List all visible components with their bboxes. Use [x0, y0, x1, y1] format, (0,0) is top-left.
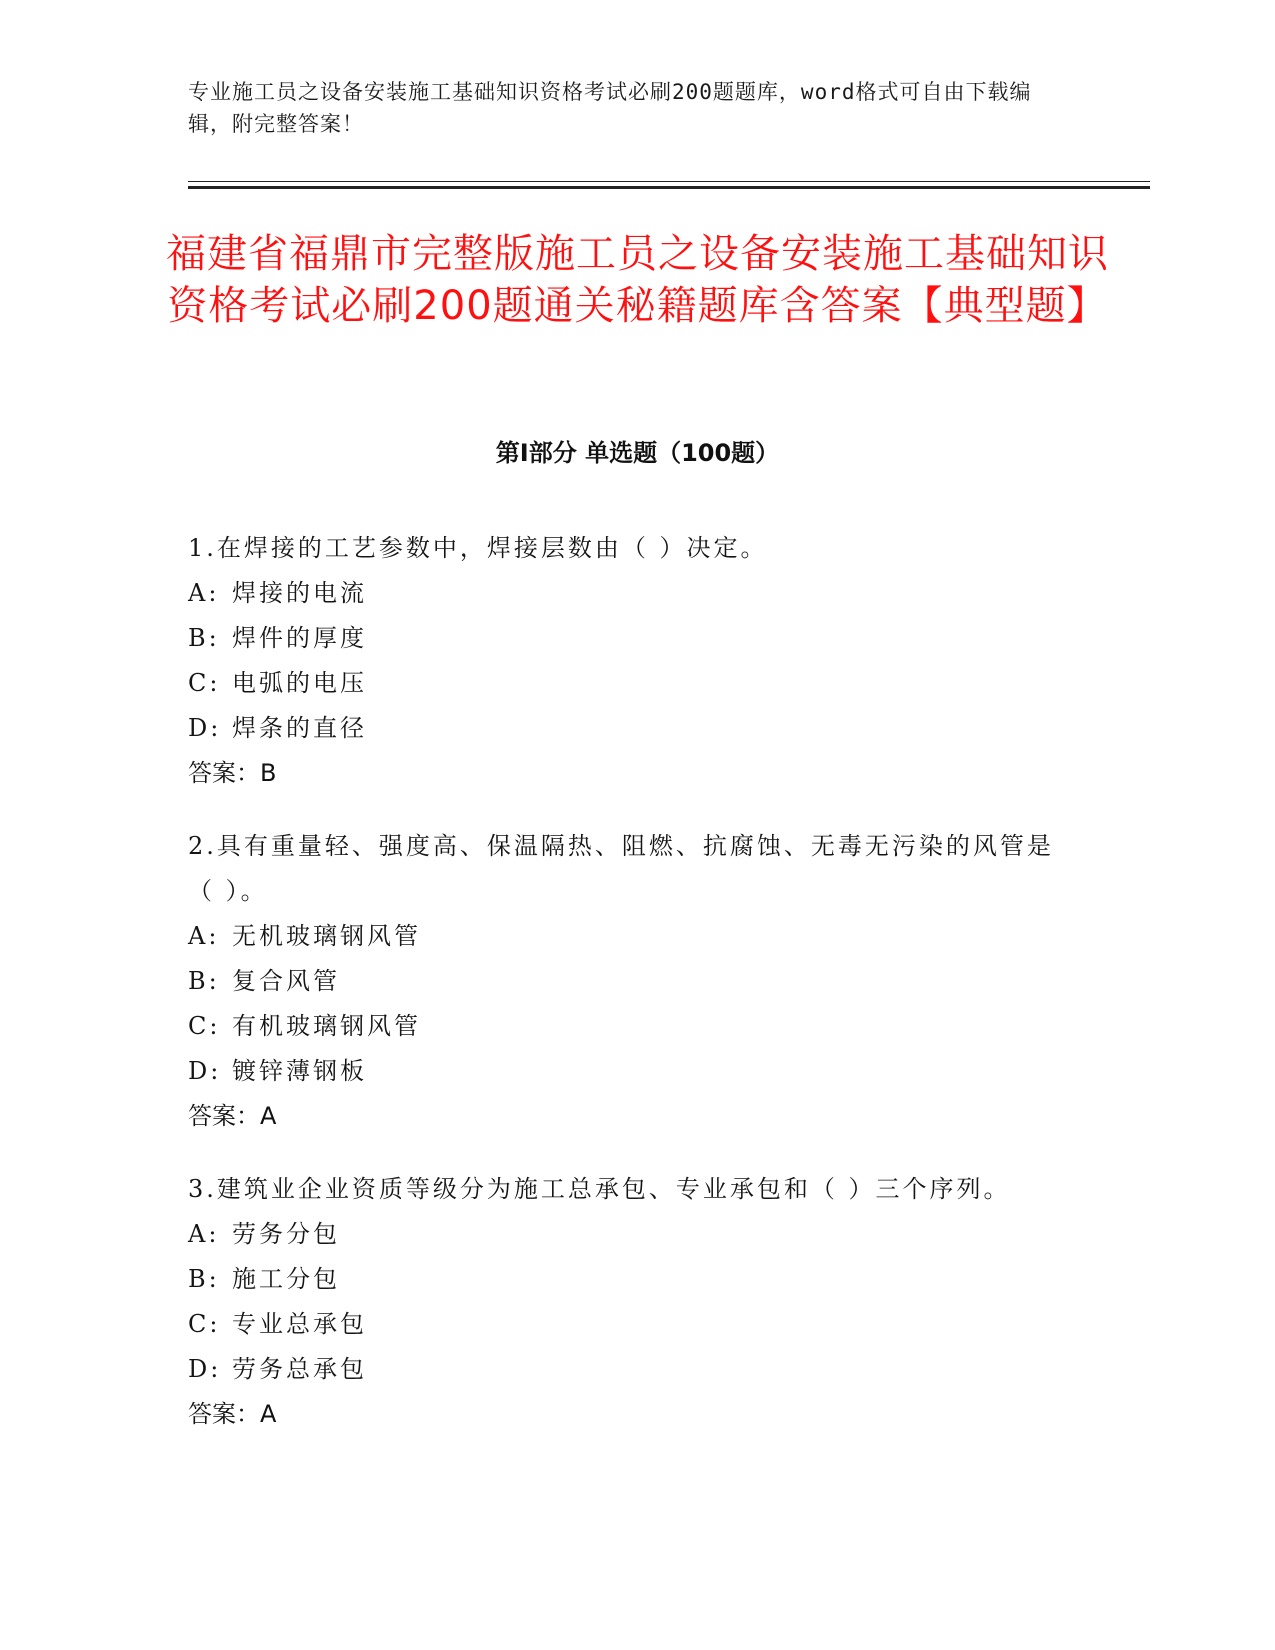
question-stem: 2.具有重量轻、强度高、保温隔热、阻燃、抗腐蚀、无毒无污染的风管是（ ）。 — [188, 832, 1054, 905]
answer-line: 答案：B — [188, 759, 277, 787]
option-a — [188, 571, 1068, 616]
option-text: 电弧的电压 — [232, 669, 367, 697]
question-3 — [188, 1167, 1068, 1437]
option-letter: C: — [188, 669, 221, 697]
option-letter: A: — [188, 579, 220, 607]
option-b — [188, 616, 1068, 661]
option-d — [188, 1049, 1068, 1094]
header-divider-thick — [188, 186, 1150, 189]
option-letter: C: — [188, 1310, 221, 1338]
option-text: 复合风管 — [232, 967, 340, 995]
option-letter: B: — [188, 624, 220, 652]
question-stem: 3.建筑业企业资质等级分为施工总承包、专业承包和（ ）三个序列。 — [188, 1175, 1011, 1203]
option-text: 焊接的电流 — [232, 579, 367, 607]
option-c — [188, 1302, 1068, 1347]
option-text: 施工分包 — [232, 1265, 340, 1293]
option-text: 劳务总承包 — [232, 1355, 367, 1383]
option-a — [188, 1212, 1068, 1257]
option-b — [188, 959, 1068, 1004]
option-d — [188, 706, 1068, 751]
option-letter: A: — [188, 1220, 220, 1248]
option-letter: D: — [188, 714, 222, 742]
option-b — [188, 1257, 1068, 1302]
option-letter: B: — [188, 1265, 220, 1293]
header-divider-thin — [188, 181, 1150, 182]
question-1 — [188, 526, 1068, 796]
option-letter: C: — [188, 1012, 221, 1040]
question-2 — [188, 824, 1068, 1139]
option-text: 专业总承包 — [232, 1310, 367, 1338]
answer-line: 答案：A — [188, 1400, 277, 1428]
option-text: 无机玻璃钢风管 — [232, 922, 421, 950]
option-text: 劳务分包 — [232, 1220, 340, 1248]
option-text: 镀锌薄钢板 — [232, 1057, 367, 1085]
option-d — [188, 1347, 1068, 1392]
answer-line: 答案：A — [188, 1102, 277, 1130]
option-text: 焊条的直径 — [232, 714, 367, 742]
section-heading: 第Ⅰ部分 单选题（100题） — [495, 439, 780, 467]
option-letter: A: — [188, 922, 220, 950]
option-text: 焊件的厚度 — [232, 624, 367, 652]
question-stem: 1.在焊接的工艺参数中，焊接层数由（ ）决定。 — [188, 534, 768, 562]
document-title: 福建省福鼎市完整版施工员之设备安装施工基础知识资格考试必刷200题通关秘籍题库含答案【典型题】 — [166, 231, 1109, 329]
option-text: 有机玻璃钢风管 — [232, 1012, 421, 1040]
option-letter: D: — [188, 1057, 222, 1085]
question-list — [188, 526, 1068, 1465]
option-a — [188, 914, 1068, 959]
header-note: 专业施工员之设备安装施工基础知识资格考试必刷200题题库，word格式可自由下载编辑，附完整答案！ — [188, 80, 1032, 136]
option-letter: B: — [188, 967, 220, 995]
option-c — [188, 1004, 1068, 1049]
option-c — [188, 661, 1068, 706]
option-letter: D: — [188, 1355, 222, 1383]
